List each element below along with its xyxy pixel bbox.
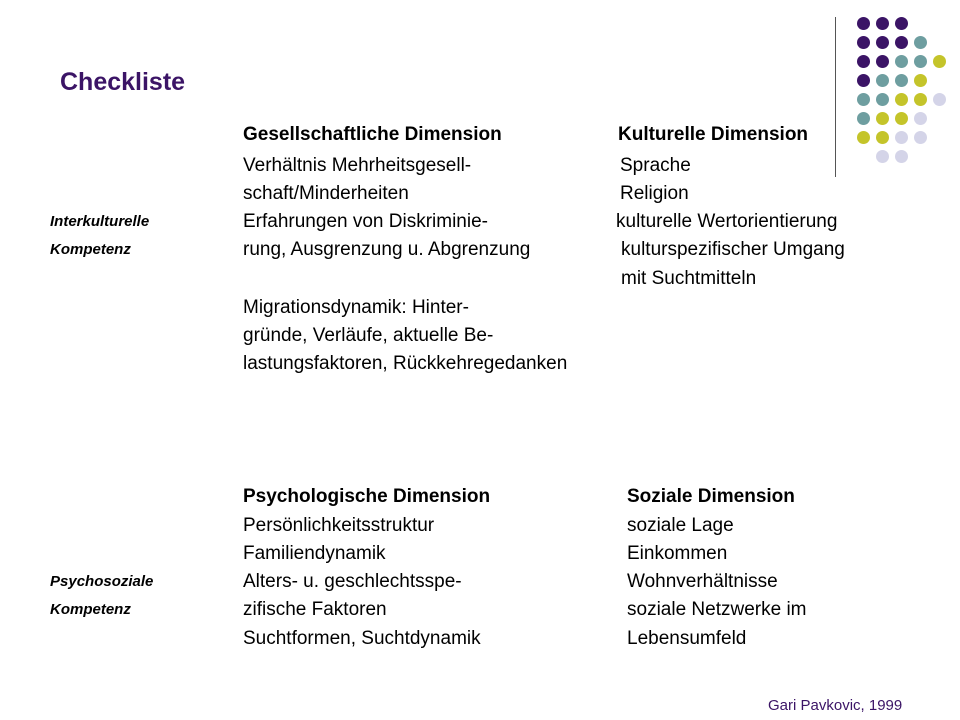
decorative-dot [876, 112, 889, 125]
decorative-dot [857, 74, 870, 87]
decorative-dot [876, 150, 889, 163]
upper-right-line: Sprache [620, 155, 691, 176]
decorative-dot [876, 17, 889, 30]
side-label-psychosoziale: Psychosoziale [50, 573, 154, 590]
credit-text: Gari Pavkovic, 1999 [768, 697, 903, 714]
upper-left-line: gründe, Verläufe, aktuelle Be- [243, 325, 494, 346]
decorative-dot [895, 36, 908, 49]
decorative-dot [933, 93, 946, 106]
upper-left-line: Verhältnis Mehrheitsgesell- [243, 155, 472, 176]
lower-left-line: Suchtformen, Suchtdynamik [243, 628, 481, 649]
lower-left-line: Persönlichkeitsstruktur [243, 515, 435, 536]
decorative-dot [857, 112, 870, 125]
decorative-dot [895, 131, 908, 144]
decorative-dot [876, 55, 889, 68]
decorative-dot [876, 74, 889, 87]
upper-left-line: rung, Ausgrenzung u. Abgrenzung [243, 239, 531, 260]
lower-right-line: soziale Lage [627, 515, 734, 536]
decorative-dot [857, 93, 870, 106]
upper-left-line: lastungsfaktoren, Rückkehregedanken [243, 353, 568, 374]
lower-left-line: zifische Faktoren [243, 599, 387, 620]
decorative-dot [914, 36, 927, 49]
decorative-dot [895, 150, 908, 163]
decorative-dot [876, 131, 889, 144]
lower-right-line: Einkommen [627, 543, 728, 564]
decorative-dot [914, 55, 927, 68]
decorative-dot [895, 74, 908, 87]
decorative-dot [914, 93, 927, 106]
decorative-dot [857, 55, 870, 68]
decorative-dot [895, 55, 908, 68]
decorative-dot [914, 131, 927, 144]
decorative-divider-line [835, 17, 836, 177]
decorative-dot [933, 55, 946, 68]
upper-right-line: mit Suchtmitteln [621, 268, 757, 289]
header-kulturelle-dimension: Kulturelle Dimension [618, 124, 809, 145]
decorative-dot [895, 93, 908, 106]
upper-right-line: kulturspezifischer Umgang [621, 239, 845, 260]
header-gesellschaftliche-dimension: Gesellschaftliche Dimension [243, 124, 502, 145]
side-label-kompetenz: Kompetenz [50, 601, 131, 618]
decorative-dot [876, 36, 889, 49]
lower-left-line: Alters- u. geschlechtsspe- [243, 571, 462, 592]
upper-right-line: kulturelle Wertorientierung [616, 211, 838, 232]
decorative-dot [914, 74, 927, 87]
upper-right-line: Religion [620, 183, 689, 204]
lower-right-line: Lebensumfeld [627, 628, 747, 649]
side-label-kompetenz: Kompetenz [50, 241, 131, 258]
decorative-dot [857, 131, 870, 144]
decorative-dot [857, 17, 870, 30]
decorative-dot [876, 93, 889, 106]
decorative-dot [914, 112, 927, 125]
decorative-dot [895, 112, 908, 125]
header-soziale-dimension: Soziale Dimension [627, 486, 795, 507]
header-psychologische-dimension: Psychologische Dimension [243, 486, 491, 507]
side-label-interkulturelle: Interkulturelle [50, 213, 150, 230]
lower-right-line: soziale Netzwerke im [627, 599, 807, 620]
lower-left-line: Familiendynamik [243, 543, 386, 564]
upper-left-line: Migrationsdynamik: Hinter- [243, 297, 469, 318]
upper-left-line: schaft/Minderheiten [243, 183, 409, 204]
decorative-dot [895, 17, 908, 30]
decorative-dot [857, 36, 870, 49]
lower-right-line: Wohnverhältnisse [627, 571, 778, 592]
page-title: Checkliste [60, 68, 186, 96]
upper-left-line: Erfahrungen von Diskriminie- [243, 211, 488, 232]
